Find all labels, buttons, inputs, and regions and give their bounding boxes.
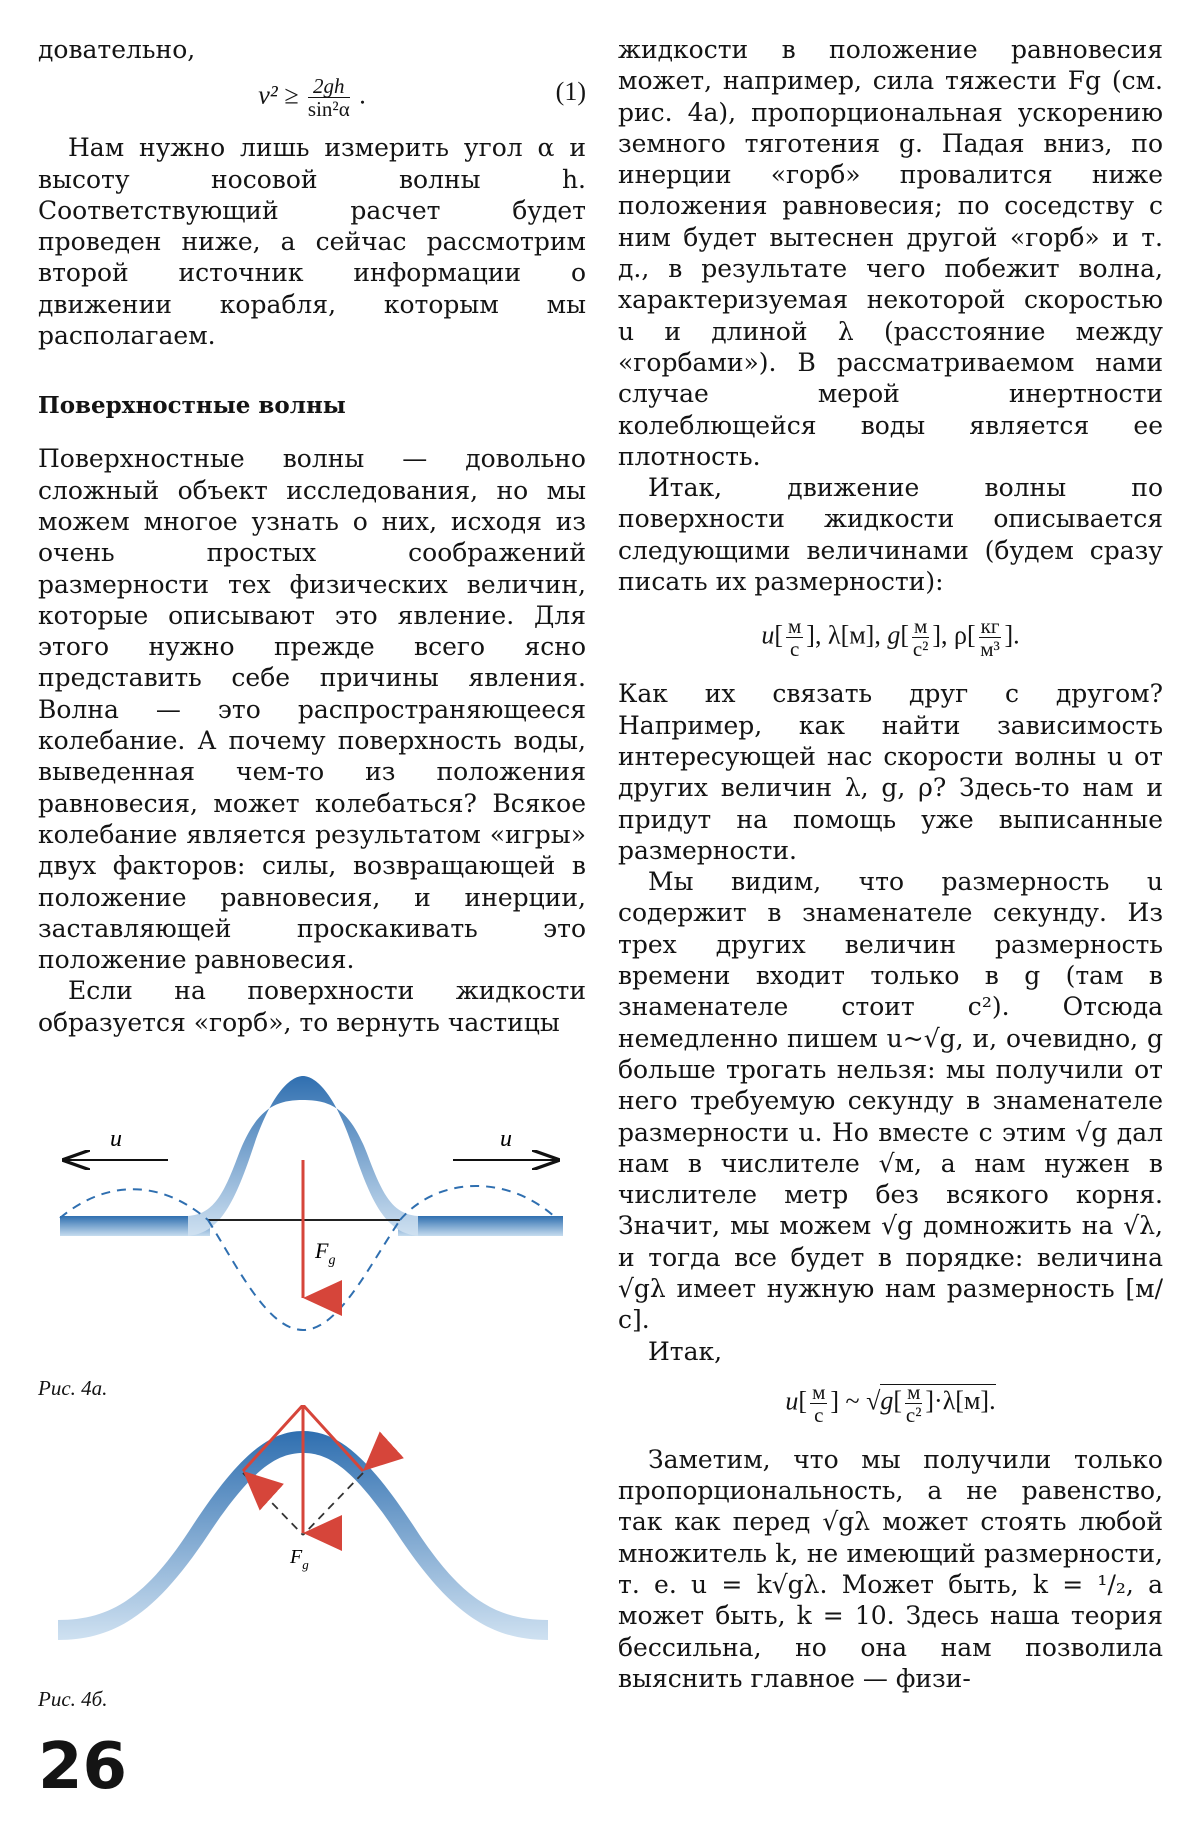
formula-3-u-den: с (814, 1402, 824, 1427)
formula-2-g-num: м (914, 614, 928, 639)
figure-4b (38, 1405, 568, 1655)
left-column (38, 34, 586, 1038)
formula-2-g-den: с² (912, 637, 929, 662)
formula-3-g-den: с² (905, 1402, 922, 1427)
paragraph-intro: довательно, (38, 35, 196, 64)
label-force-a: $F_g$ (315, 1238, 336, 1268)
formula-3: u[ $\frac{м}{с}$ ] ~ √g[ $\frac{м}{\text{с²}}$ ]·λ[м]. (785, 1379, 996, 1427)
right-column (618, 34, 1163, 1694)
page-number: 26 (38, 1730, 128, 1804)
formula-3-radical: g[ $\frac{м}{\text{с²}}$ ]·λ[м]. (880, 1379, 996, 1427)
formula-3-rest: ·λ[м]. (934, 1386, 996, 1416)
formula-1-lhs: v² ≥ (258, 80, 299, 110)
formula-3-u-num: м (812, 1379, 826, 1404)
paragraph-gravity: жидкости в положение равновесия может, например, сила тяжести Fg (см. рис. 4а), пропорциональная ускорению земного тяготения g. Падая вниз, по инерции «горб» провалится ниже положения равновесия; по соседству с ним будет вытеснен другой «горб» и т. д., в результате чего побежит волна, характеризуемая некоторой скоростью u и длиной λ (расстояние между «горбами»). В рассматриваемом нами случае мерой инертности колеблющейся воды является ее плотность. (618, 35, 1163, 471)
force-component-right (303, 1473, 363, 1535)
formula-3-g: g (880, 1386, 894, 1416)
formula-2: u[ $\frac{м}{с}$ ], λ[м], g[ $\frac{м}{\text{с²}}$ ], ρ[ $\frac{кг}{\text{м³}}$ ]. (761, 614, 1020, 662)
formula-2-u: u (761, 620, 775, 650)
formula-1-tail: . (359, 80, 366, 110)
caption-figure-4b: Рис. 4б. (38, 1687, 108, 1711)
water-surface-right (398, 1216, 563, 1236)
formula-2-rho-den: м³ (980, 637, 1000, 662)
section-heading: Поверхностные волны (38, 392, 346, 420)
formula-2-tail: . (1013, 620, 1020, 650)
label-u-left: u (110, 1126, 122, 1152)
formula-3-u: u (785, 1386, 799, 1416)
formula-2-u-unit (786, 615, 803, 660)
formula-1-fraction (308, 75, 350, 120)
paragraph-quantities: Итак, движение волны по поверхности жидкости описывается следующими величинами (будем сразу писать их размерности): (618, 473, 1163, 597)
paragraph-dimension: Мы видим, что размерность u содержит в знаменателе секунду. Из трех других величин размерность времени входит только в g (там в знаменателе стоит с²). Отсюда немедленно пишем u~√g, и, очевидно, g больше трогать нельзя: мы получили от него требуемую секунду в знаменателе размерности u. Но вместе с этим √g дал нам в числителе √м, а нам нужен в числителе метр без всякого корня. Значит, мы можем √g домножить на √λ, и тогда все будет в порядке: величина √gλ имеет нужную нам размерность [м/с]. (618, 867, 1163, 1335)
formula-1-tag: (1) (555, 77, 586, 107)
label-u-right: u (500, 1126, 512, 1152)
formula-2-u-den: с (789, 637, 800, 662)
formula-2-u-num: м (788, 614, 802, 639)
dashed-wave-right (400, 1186, 556, 1220)
paragraph-hump: Если на поверхности жидкости образуется «горб», то вернуть частицы (38, 976, 586, 1037)
formula-3-u-unit (810, 1381, 827, 1426)
formula-1-numerator: 2gh (308, 75, 350, 98)
formula-2-lambda: λ[м], (827, 620, 881, 650)
formula-1-denominator: sin²α (307, 97, 350, 122)
dashed-wave-left (60, 1189, 208, 1220)
formula-2-rho-unit (979, 615, 1002, 660)
caption-figure-4a: Рис. 4а. (38, 1376, 108, 1400)
formula-2-g-unit (912, 615, 929, 660)
formula-1 (38, 75, 586, 120)
formula-3-sim: ~ (845, 1386, 860, 1416)
label-force-b: $F_g$ (290, 1546, 309, 1572)
paragraph-measure: Нам нужно лишь измерить угол α и высоту носовой волны h. Соответствующий расчет будет проведен ниже, а сейчас рассмотрим второй источник информации о движении корабля, которым мы располагаем. (38, 133, 586, 351)
paragraph-proportionality: Заметим, что мы получили только пропорциональность, а не равенство, так как перед √gλ может стоять любой множитель k, не имеющий размерности, т. е. u = k√gλ. Может быть, k = ¹/₂, а может быть, k = 10. Здесь наша теория бессильна, но она нам позволила выяснить главное — физи- (618, 1444, 1163, 1693)
paragraph-surface-waves: Поверхностные волны — довольно сложный объект исследования, но мы можем многое узнать о них, исходя из очень простых соображений размерности тех физических величин, которые описывают это явление. Для этого нужно прежде всего ясно представить себе причины явления. Волна — это распространяющееся колебание. А почему поверхность воды, выведенная чем-то из положения равновесия, может колебаться? Всякое колебание является результатом «игры» двух факторов: силы, возвращающей в положение равновесия, и инерции, заставляющей проскакивать это положение равновесия. (38, 444, 586, 975)
formula-2-rho: ρ (954, 620, 967, 650)
formula-3-g-num: м (907, 1379, 921, 1404)
force-component-left (243, 1473, 303, 1535)
formula-2-g: g (887, 620, 901, 650)
paragraph-relation: Как их связать друг с другом? Например, как найти зависимость интересующей нас скорости волны u от других величин λ, g, ρ? Здесь-то нам и придут на помощь уже выписанные размерности. (618, 679, 1163, 865)
paragraph-itak: Итак, (648, 1336, 723, 1366)
figure-4a (38, 1068, 568, 1358)
water-surface-left (60, 1216, 210, 1236)
formula-2-rho-num: кг (980, 614, 1000, 639)
formula-3-g-unit (905, 1381, 922, 1426)
